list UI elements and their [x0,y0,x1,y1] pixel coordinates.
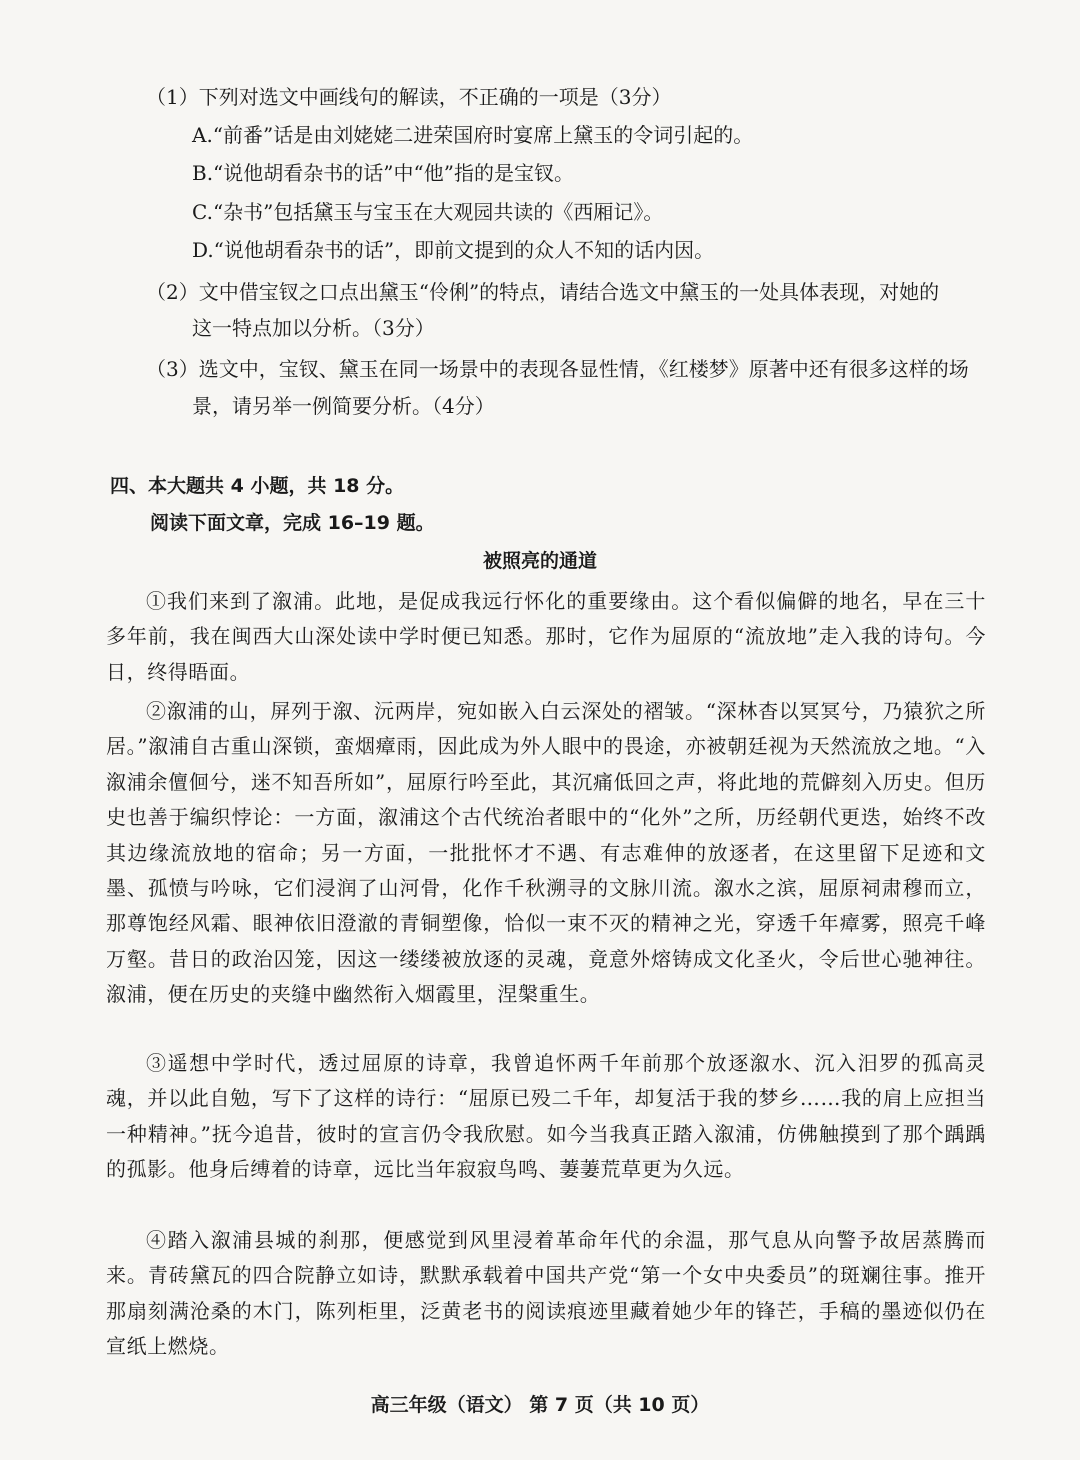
question-3-line-1: （3）选文中，宝钗、黛玉在同一场景中的表现各显性情，《红楼梦》原著中还有很多这样的场 [146,357,969,381]
page-footer: 高三年级（语文） 第 7 页（共 10 页） [370,1394,710,1416]
section-instruction: 阅读下面文章，完成 16–19 题。 [150,512,435,534]
article-title: 被照亮的通道 [482,550,597,572]
question-1-option-a: A.“前番”话是由刘姥姥二进荣国府时宴席上黛玉的令词引起的。 [192,123,754,147]
article-paragraph-3: ③遥想中学时代，透过屈原的诗章，我曾追怀两千年前那个放逐溆水、沉入汨罗的孤高灵魂，并以此自勉，写下了这样的诗行：“屈原已殁二千年，却复活于我的梦乡……我的肩上应担当一种精神。”抚今追昔，彼时的宣言仍令我欣慰。如今当我真正踏入溆浦，仿佛触摸到了那个踽踽的孤影。他身后缚着的诗章，远比当年寂寂鸟鸣、萋萋荒草更为久远。 [106,1051,986,1182]
question-1-option-c: C.“杂书”包括黛玉与宝玉在大观园共读的《西厢记》。 [192,200,664,224]
section-heading: 四、本大题共 4 小题，共 18 分。 [110,475,405,497]
article-paragraph-2: ②溆浦的山，屏列于溆、沅两岸，宛如嵌入白云深处的褶皱。“深林杳以冥冥兮，乃猿狖之所居。”溆浦自古重山深锁，蛮烟瘴雨，因此成为外人眼中的畏途，亦被朝廷视为天然流放之地。“入溆浦余儃佪兮，迷不知吾所如”，屈原行吟至此，其沉痛低回之声，将此地的荒僻刻入历史。但历史也善于编织悖论：一方面，溆浦这个古代统治者眼中的“化外”之所，历经朝代更迭，始终不改其边缘流放地的宿命；另一方面，一批批怀才不遇、有志难伸的放逐者，在这里留下足迹和文墨、孤愤与吟咏，它们浸润了山河骨，化作千秋溯寻的文脉川流。溆水之滨，屈原祠肃穆而立，那尊饱经风霜、眼神依旧澄澈的青铜塑像，恰似一束不灭的精神之光，穿透千年瘴雾，照亮千峰万壑。昔日的政治囚笼，因这一缕缕被放逐的灵魂，竟意外熔铸成文化圣火，令后世心驰神往。溆浦，便在历史的夹缝中幽然衔入烟霞里，涅槃重生。 [106,699,986,1007]
article-paragraph-4: ④踏入溆浦县城的刹那，便感觉到风里浸着革命年代的余温，那气息从向警予故居蒸腾而来。青砖黛瓦的四合院静立如诗，默默承载着中国共产党“第一个女中央委员”的斑斓往事。推开那扇刻满沧桑的木门，陈列柜里，泛黄老书的阅读痕迹里藏着她少年的锋芒，手稿的墨迹似仍在宣纸上燃烧。 [106,1228,986,1359]
question-3-line-2: 景，请另举一例简要分析。（4分） [192,394,495,418]
question-2-line-1: （2）文中借宝钗之口点出黛玉“伶俐”的特点，请结合选文中黛玉的一处具体表现，对她的 [146,280,940,304]
question-1-option-b: B.“说他胡看杂书的话”中“他”指的是宝钗。 [192,161,574,185]
question-1-option-d: D.“说他胡看杂书的话”，即前文提到的众人不知的话内因。 [192,238,715,262]
question-1-stem: （1）下列对选文中画线句的解读，不正确的一项是（3分） [146,85,672,109]
article-paragraph-1: ①我们来到了溆浦。此地，是促成我远行怀化的重要缘由。这个看似偏僻的地名，早在三十多年前，我在闽西大山深处读中学时便已知悉。那时，它作为屈原的“流放地”走入我的诗句。今日，终得晤面。 [106,589,986,684]
question-2-line-2: 这一特点加以分析。（3分） [192,316,435,340]
